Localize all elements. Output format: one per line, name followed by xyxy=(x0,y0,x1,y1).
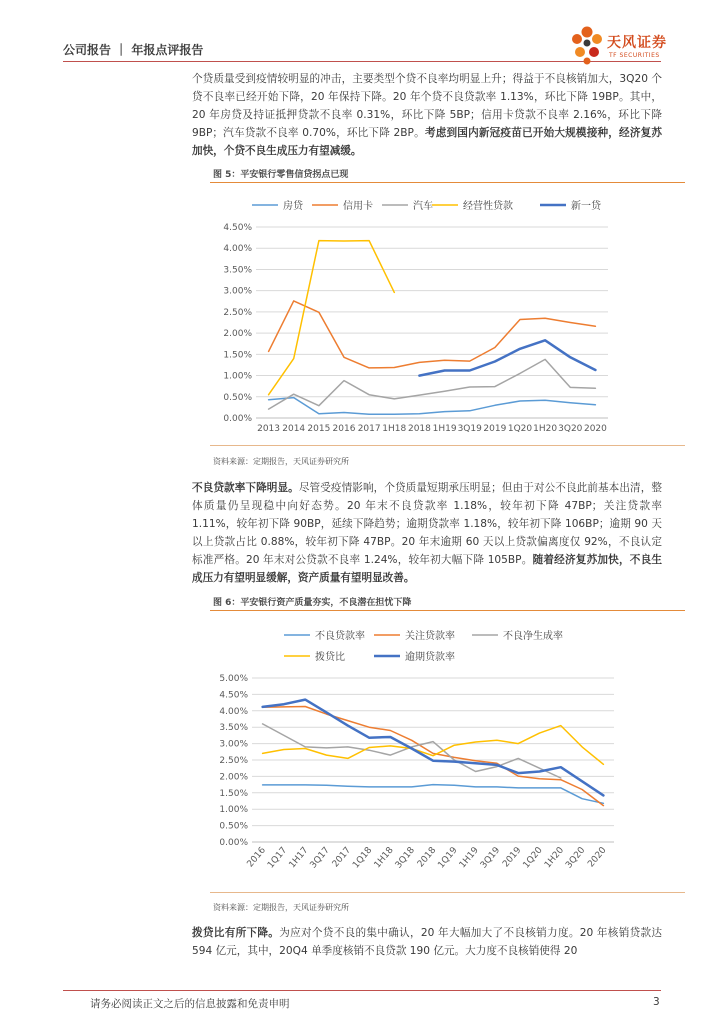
series-line-不良贷款率 xyxy=(263,785,604,804)
y-tick-label: 3.00% xyxy=(223,286,252,297)
y-tick-label: 1.00% xyxy=(219,805,248,816)
figure-5-top-rule xyxy=(210,182,685,183)
x-tick-label: 1H18 xyxy=(382,424,407,434)
x-tick-label: 2019 xyxy=(483,424,507,434)
y-tick-label: 3.00% xyxy=(219,739,248,750)
y-tick-label: 0.00% xyxy=(223,414,252,424)
x-tick-label: 3Q17 xyxy=(308,845,332,871)
x-tick-label: 3Q20 xyxy=(558,424,583,434)
x-tick-label: 2016 xyxy=(245,845,268,870)
x-tick-label: 2020 xyxy=(586,845,609,870)
y-tick-label: 5.00% xyxy=(219,674,248,684)
retail-npl-line-chart xyxy=(210,186,685,438)
y-tick-label: 2.50% xyxy=(223,307,252,318)
x-tick-label: 2018 xyxy=(415,845,439,870)
x-tick-label: 2017 xyxy=(330,845,354,870)
x-tick-label: 1H19 xyxy=(432,424,457,434)
legend-label: 关注贷款率 xyxy=(405,631,455,642)
x-tick-label: 2019 xyxy=(501,845,524,870)
x-tick-label: 1Q17 xyxy=(265,845,290,871)
y-tick-label: 0.50% xyxy=(223,392,252,403)
x-tick-label: 2017 xyxy=(357,424,381,434)
series-line-信用卡 xyxy=(269,301,596,368)
legend-label: 经营性贷款 xyxy=(463,201,513,212)
figure-6-top-rule xyxy=(210,610,685,611)
logo-english-name: TF SECURITIES xyxy=(609,52,660,59)
figure-5-title: 图 5：平安银行零售信贷拐点已现 xyxy=(213,170,349,180)
legend-label: 新一贷 xyxy=(571,201,601,212)
x-tick-label: 2015 xyxy=(307,424,331,434)
x-tick-label: 1Q19 xyxy=(436,845,460,871)
y-tick-label: 2.00% xyxy=(219,772,248,783)
y-tick-label: 4.50% xyxy=(219,690,248,701)
legend-label: 信用卡 xyxy=(343,201,373,212)
footer-disclaimer: 请务必阅读正文之后的信息披露和免责申明 xyxy=(90,998,290,1010)
x-tick-label: 1H20 xyxy=(543,845,567,871)
x-tick-label: 1H20 xyxy=(533,424,558,434)
logo-chinese-name: 天风证券 xyxy=(607,35,667,51)
paragraph-bold-lead: 不良贷款率下降明显。 xyxy=(192,482,299,494)
x-tick-label: 2013 xyxy=(257,424,281,434)
paragraph-bold-conclusion: 随着经济复苏加快，不良生成压力有望明显缓解，资产质量有望明显改善。 xyxy=(192,554,662,585)
logo-flower-icon xyxy=(567,22,607,66)
paragraph-bold-lead: 拨贷比有所下降。 xyxy=(192,927,280,939)
y-tick-label: 1.00% xyxy=(223,371,252,382)
x-tick-label: 2016 xyxy=(332,424,356,434)
x-tick-label: 1Q20 xyxy=(507,424,533,434)
figure-6-title: 图 6：平安银行资产质量夯实，不良潜在担忧下降 xyxy=(213,598,412,608)
figure-6-source: 资料来源：定期报告，天风证券研究所 xyxy=(213,903,349,912)
y-tick-label: 4.00% xyxy=(219,706,248,717)
y-tick-label: 4.00% xyxy=(223,244,252,255)
paragraph-text: 为应对个贷不良的集中确认，20 年大幅加大了不良核销力度。20 年核销贷款达 594 亿元，其中，20Q4 单季度核销不良贷款 190 亿元。大力度不良核销使得 20 xyxy=(192,927,662,958)
legend-label: 不良贷款率 xyxy=(315,631,365,642)
figure-5-bottom-rule xyxy=(210,445,685,446)
y-tick-label: 1.50% xyxy=(223,350,252,361)
page-number: 3 xyxy=(653,996,660,1008)
figure-6-bottom-rule xyxy=(210,892,685,893)
footer-divider xyxy=(63,990,661,991)
legend-label: 拨贷比 xyxy=(315,652,345,663)
series-line-经营性贷款 xyxy=(269,241,395,395)
paragraph-npl-decline xyxy=(192,479,662,588)
y-tick-label: 2.50% xyxy=(219,756,248,766)
y-tick-label: 4.50% xyxy=(223,223,252,233)
legend-label: 不良净生成率 xyxy=(503,631,563,642)
asset-quality-line-chart xyxy=(210,614,685,886)
series-line-新一贷 xyxy=(419,340,595,375)
paragraph-bold-conclusion: 考虑到国内新冠疫苗已开始大规模接种，经济复苏加快，个贷不良生成压力有望减缓。 xyxy=(192,127,663,158)
x-tick-label: 2018 xyxy=(407,424,431,434)
paragraph-retail-loan-quality xyxy=(192,70,662,160)
x-tick-label: 3Q19 xyxy=(457,424,482,434)
y-tick-label: 3.50% xyxy=(223,265,252,276)
x-tick-label: 1Q20 xyxy=(521,845,545,871)
report-type-header: 公司报告 ｜ 年报点评报告 xyxy=(63,43,204,57)
paragraph-provision-ratio xyxy=(192,924,662,960)
y-tick-label: 1.50% xyxy=(219,788,248,799)
x-tick-label: 2014 xyxy=(282,424,306,434)
y-tick-label: 0.00% xyxy=(219,838,248,848)
x-tick-label: 2020 xyxy=(583,424,607,434)
x-tick-label: 1Q18 xyxy=(351,845,375,871)
x-tick-label: 1H18 xyxy=(372,845,396,871)
paragraph-text: 尽管受疫情影响，个贷质量短期承压明显；但由于对公不良此前基本出清，整体质量仍呈现稳中向好态势。20 年末不良贷款率 1.18%，较年初下降 47BP；关注贷款率 1.11%，较年初下降 90BP，延续下降趋势；逾期贷款率 1.18%，较年初下降 106BP；逾期 90 天以上贷款占比 0.88%，较年初下降 47BP。20 年末逾期 60 天以上贷款偏离度仅 92%，不良认定标准严格。20 年末对公贷款不良率 1.24%，较年初大幅下降 105BP。 xyxy=(192,482,663,567)
series-line-汽车 xyxy=(269,359,596,409)
y-tick-label: 2.00% xyxy=(223,329,252,340)
x-tick-label: 1H19 xyxy=(457,845,481,871)
legend-label: 房贷 xyxy=(283,201,303,212)
series-line-不良净生成率 xyxy=(263,724,561,778)
x-tick-label: 1H17 xyxy=(287,845,311,871)
legend-label: 逾期贷款率 xyxy=(405,652,455,663)
x-tick-label: 3Q19 xyxy=(478,845,503,871)
figure-5-source: 资料来源：定期报告，天风证券研究所 xyxy=(213,457,349,466)
paragraph-text: 个贷质量受到疫情较明显的冲击，主要类型个贷不良率均明显上升；得益于不良核销加大，3Q20 个贷不良率已经开始下降，20 年保持下降。20 年个贷不良贷款率 1.13%，环比下降 19BP。其中，20 年房贷及持证抵押贷款不良率 0.31%，环比下降 5BP；信用卡贷款不良率 2.16%，环比下降 9BP；汽车贷款不良率 0.70%，环比下降 2BP。 xyxy=(192,73,662,140)
series-line-拨贷比 xyxy=(263,726,604,765)
company-logo xyxy=(567,22,687,66)
y-tick-label: 3.50% xyxy=(219,723,248,734)
y-tick-label: 0.50% xyxy=(219,821,248,832)
x-tick-label: 3Q20 xyxy=(564,845,588,871)
x-tick-label: 3Q18 xyxy=(393,845,418,871)
legend-label: 汽车 xyxy=(413,201,433,212)
